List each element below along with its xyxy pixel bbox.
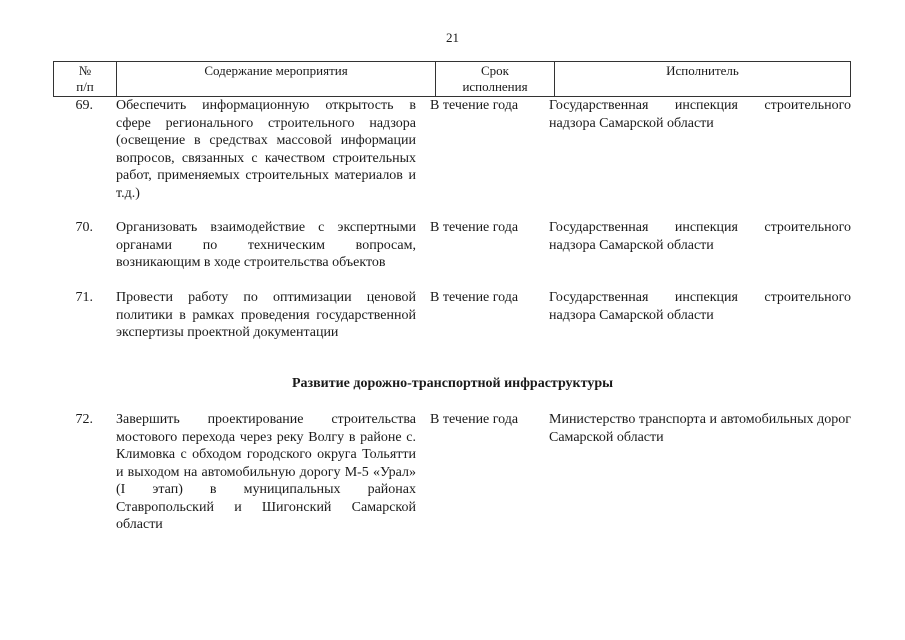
row-content: Организовать взаимодействие с экспертными органами по техническим вопросам, возникающим в ходе строительства объектов [116, 220, 416, 270]
row-number: 72. [75, 412, 93, 427]
table-header [53, 61, 851, 97]
row-content: Завершить проектирование строительства мостового перехода через реку Волгу в районе с. Климовка с обходом городского округа Тольятти и выходом на автомобильную дорогу М-5 «Урал» (I этап) в муниципальных районах Ставропольский и Шигонский Самарской области [116, 412, 416, 532]
header-num: № п/п [54, 62, 117, 97]
row-content: Провести работу по оптимизации ценовой политики в рамках проведения государственной экспертизы проектной документации [116, 290, 416, 340]
row-number: 69. [75, 98, 93, 113]
header-term: Срок исполнения [436, 62, 555, 97]
row-executor: Государственная инспекция строительного надзора Самарской области [549, 290, 851, 323]
section-heading: Развитие дорожно-транспортной инфраструктуры [291, 376, 614, 391]
row-executor: Министерство транспорта и автомобильных дорог Самарской области [549, 412, 851, 445]
page-number: 21 [446, 30, 459, 45]
row-term: В течение года [430, 98, 519, 113]
row-executor: Государственная инспекция строительного надзора Самарской области [549, 220, 851, 253]
row-executor: Государственная инспекция строительного надзора Самарской области [549, 98, 851, 131]
row-content: Обеспечить информационную открытость в сфере регионального строительного надзора (освещение в средствах массовой информации вопросов, связанных с качеством строительных работ, применяемых строительных материалов и т.д.) [116, 98, 416, 201]
row-term: В течение года [430, 290, 519, 305]
header-content: Содержание мероприятия [117, 62, 436, 97]
header-executor: Исполнитель [555, 62, 851, 97]
row-term: В течение года [430, 220, 519, 235]
row-term: В течение года [430, 412, 519, 427]
row-number: 71. [75, 290, 93, 305]
row-number: 70. [75, 220, 93, 235]
